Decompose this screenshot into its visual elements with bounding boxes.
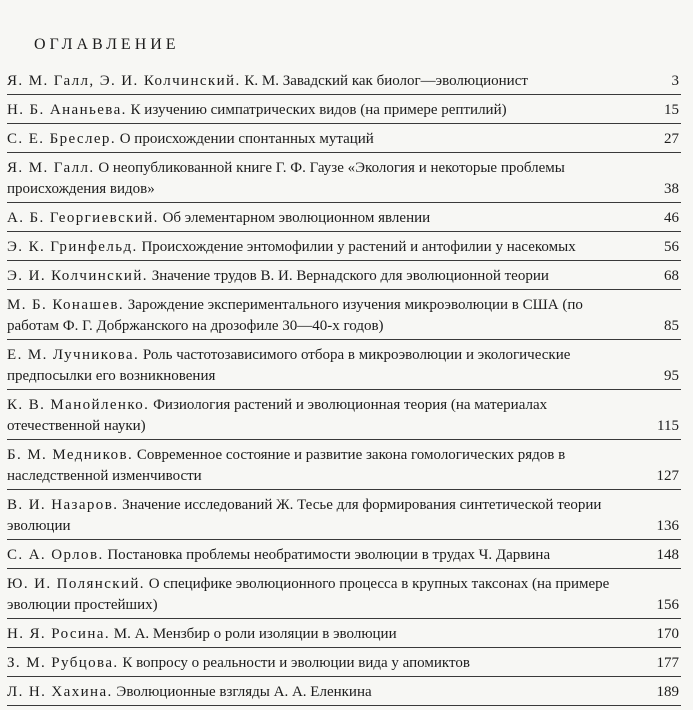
toc-entry-author: В. И. Назаров. (7, 497, 119, 513)
toc-entry-author: К. В. Манойленко. (7, 397, 150, 413)
toc-entry-author: З. М. Рубцова. (7, 655, 119, 671)
toc-entry-text (7, 653, 631, 674)
toc-entry-page-number: 170 (656, 626, 679, 642)
toc-entry-author: Е. М. Лучникова. (7, 347, 140, 363)
toc-entry[interactable] (7, 444, 681, 490)
toc-entry-page-number: 27 (664, 131, 679, 147)
toc-entry-author: Я. М. Галл. (7, 160, 95, 176)
toc-entry-author: М. Б. Конашев. (7, 297, 125, 313)
toc-entry[interactable] (7, 70, 681, 95)
toc-entry-text (7, 129, 631, 150)
toc-entry[interactable] (7, 573, 681, 619)
toc-entry-title: О происхождении спонтанных мутаций (119, 131, 374, 147)
toc-entry-title: М. А. Мензбир о роли изоляции в эволюции (113, 626, 397, 642)
toc-entry-author: Н. Б. Ананьева. (7, 102, 127, 118)
toc-entry-author: А. Б. Георгиевский. (7, 210, 159, 226)
toc-entry-title: Роль частотозависимого отбора в микроэволюции и экологические предпосылки его возникновения (7, 347, 571, 384)
toc-entry-title: Современное состояние и развитие закона гомологических рядов в наследственной изменчивости (7, 447, 566, 484)
toc-entry-page-number: 56 (664, 239, 679, 255)
toc-entry-title: Физиология растений и эволюционная теория (на материалах отечественной науки) (7, 397, 548, 434)
toc-entry-page-number: 115 (657, 418, 679, 434)
toc-entry[interactable] (7, 157, 681, 203)
toc-entry-text (7, 266, 631, 287)
toc-entry-text (7, 574, 631, 616)
toc-entry-author: Ю. И. Полянский. (7, 576, 145, 592)
toc-entry-author: С. А. Орлов. (7, 547, 104, 563)
toc-entry-author: Э. К. Гринфельд. (7, 239, 138, 255)
toc-entry-title: О неопубликованной книге Г. Ф. Гаузе «Экология и некоторые проблемы происхождения видов» (7, 160, 565, 197)
toc-entry[interactable] (7, 236, 681, 261)
toc-entry[interactable] (7, 128, 681, 153)
toc-entry-page-number: 15 (664, 102, 679, 118)
page-title: ОГЛАВЛЕНИЕ (34, 36, 180, 53)
toc-entry-title: Значение трудов В. И. Вернадского для эволюционной теории (151, 268, 549, 284)
toc-entry-text (7, 100, 631, 121)
toc-entry-page-number: 136 (656, 518, 679, 534)
toc-entry[interactable] (7, 207, 681, 232)
toc-entry-author: Л. Н. Хахина. (7, 684, 113, 700)
toc-entry-title: К. М. Завадский как биолог—эволюционист (244, 73, 528, 89)
toc-entry[interactable] (7, 494, 681, 540)
toc-entry-page-number: 85 (664, 318, 679, 334)
toc-entry-text (7, 237, 631, 258)
toc-entry-title: К изучению симпатрических видов (на примере рептилий) (130, 102, 507, 118)
toc-entry-page-number: 177 (656, 655, 679, 671)
toc-entry-author: Н. Я. Росина. (7, 626, 110, 642)
toc-entry-page-number: 68 (664, 268, 679, 284)
toc-entry-title: Эволюционные взгляды А. А. Еленкина (116, 684, 372, 700)
toc-entry-title: Постановка проблемы необратимости эволюции в трудах Ч. Дарвина (107, 547, 551, 563)
toc-entry-text (7, 445, 631, 487)
toc-entry-text (7, 345, 631, 387)
toc-entry-text (7, 395, 631, 437)
toc-entry-title: Происхождение энтомофилии у растений и антофилии у насекомых (141, 239, 576, 255)
toc-entry-author: Я. М. Галл, Э. И. Колчинский. (7, 73, 241, 89)
toc-entry-page-number: 148 (656, 547, 679, 563)
toc-entry-title: Зарождение экспериментального изучения микроэволюции в США (по работам Ф. Г. Добржанского на дрозофиле 30—40-х годов) (7, 297, 583, 334)
toc-entry[interactable] (7, 652, 681, 677)
toc-entry-author: С. Е. Бреслер. (7, 131, 116, 147)
toc-entry-title: К вопросу о реальности и эволюции вида у апомиктов (122, 655, 470, 671)
toc-entry[interactable] (7, 294, 681, 340)
toc-entry-text (7, 495, 631, 537)
toc-entry-text (7, 158, 631, 200)
toc-entry-page-number: 38 (664, 181, 679, 197)
toc-entry-page-number: 46 (664, 210, 679, 226)
toc-entry-title: Об элементарном эволюционном явлении (162, 210, 431, 226)
toc-entry-text (7, 295, 631, 337)
toc-entry-page-number: 156 (656, 597, 679, 613)
toc-entry-page-number: 3 (671, 73, 679, 89)
toc-entry-text (7, 545, 631, 566)
toc-entry[interactable] (7, 623, 681, 648)
toc-entry-page-number: 127 (656, 468, 679, 484)
toc-entry-text (7, 208, 631, 229)
toc-entry-page-number: 189 (656, 684, 679, 700)
toc-entry[interactable] (7, 344, 681, 390)
toc-entry[interactable] (7, 99, 681, 124)
toc-entry[interactable] (7, 394, 681, 440)
toc-entry-page-number: 95 (664, 368, 679, 384)
toc-entry[interactable] (7, 544, 681, 569)
toc-entry-text (7, 71, 631, 92)
toc-entry-title: Значение исследований Ж. Тесье для формирования синтетической теории эволюции (7, 497, 602, 534)
toc-entry[interactable] (7, 681, 681, 706)
table-of-contents (7, 70, 681, 710)
toc-entry[interactable] (7, 265, 681, 290)
toc-entry-text (7, 624, 631, 645)
toc-entry-author: Э. И. Колчинский. (7, 268, 148, 284)
toc-entry-title: О специфике эволюционного процесса в крупных таксонах (на примере эволюции простейших) (7, 576, 610, 613)
toc-entry-author: Б. М. Медников. (7, 447, 134, 463)
